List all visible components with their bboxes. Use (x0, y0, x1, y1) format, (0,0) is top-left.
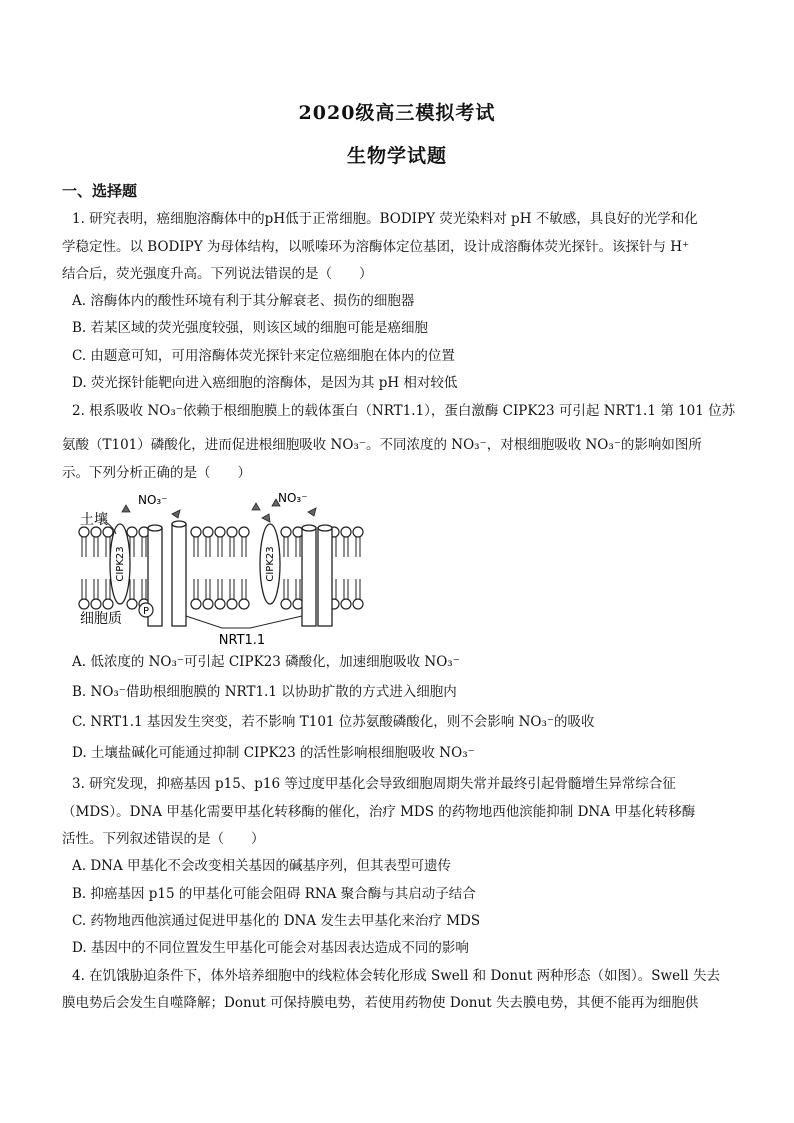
q1-stem-line: 学稳定性。以 BODIPY 为母体结构，以哌嗪环为溶酶体定位基团，设计成溶酶体荧光探针。该探针与 H⁺ (62, 239, 690, 255)
q3-option-c: C. 药物地西他滨通过促进甲基化的 DNA 发生去甲基化来治疗 MDS (72, 913, 481, 929)
q4-stem-line: 4. 在饥饿胁迫条件下，体外培养细胞中的线粒体会转化形成 Swell 和 Donut 两种形态（如图）。Swell 失去 (72, 968, 720, 984)
cipk23-right-label: CIPK23 (265, 546, 276, 582)
q1-option-c: C. 由题意可知，可用溶酶体荧光探针来定位癌细胞在体内的位置 (72, 348, 455, 364)
cipk23-left-label: CIPK23 (115, 546, 126, 582)
nitrate-label-left: NO₃⁻ (138, 493, 168, 507)
q3-option-a: A. DNA 甲基化不会改变相关基因的碱基序列，但其表型可遗传 (72, 858, 452, 874)
q2-stem-line: 氨酸（T101）磷酸化，进而促进根细胞吸收 NO₃⁻。不同浓度的 NO₃⁻，对根细胞吸收 NO₃⁻的影响如图所 (62, 437, 702, 453)
q1-option-a: A. 溶酶体内的酸性环境有利于其分解衰老、损伤的细胞器 (72, 293, 415, 309)
q3-stem-line: 3. 研究发现，抑癌基因 p15、p16 等过度甲基化会导致细胞周期失常并最终引起骨髓增生异常综合征 (72, 776, 676, 792)
q1-stem-line: 1. 研究表明，癌细胞溶酶体中的pH低于正常细胞。BODIPY 荧光染料对 pH 不敏感，具良好的光学和化 (72, 211, 698, 227)
exam-subtitle: 生物学试题 (346, 145, 447, 167)
q1-option-b: B. 若某区域的荧光强度较强，则该区域的细胞可能是癌细胞 (72, 320, 429, 336)
cytoplasm-label: 细胞质 (80, 611, 122, 627)
q2-option-c: C. NRT1.1 基因发生突变，若不影响 T101 位苏氨酸磷酸化，则不会影响 NO₃⁻的吸收 (72, 714, 595, 730)
carrier-label: NRT1.1 (218, 633, 266, 648)
q2-option-d: D. 土壤盐碱化可能通过抑制 CIPK23 的活性影响根细胞吸收 NO₃⁻ (72, 745, 475, 761)
q2-stem-line: 示。下列分析正确的是（ ） (62, 465, 251, 481)
q1-stem-line: 结合后，荧光强度升高。下列说法错误的是（ ） (62, 266, 373, 282)
q3-stem-line: 活性。下列叙述错误的是（ ） (62, 831, 265, 847)
phosphate-label: P (142, 606, 150, 617)
section-heading: 一、选择题 (62, 182, 138, 200)
q3-stem-line: （MDS）。DNA 甲基化需要甲基化转移酶的催化，治疗 MDS 的药物地西他滨能抑制 DNA 甲基化转移酶 (62, 804, 696, 820)
q4-stem-line: 膜电势后会发生自噬降解；Donut 可保持膜电势，若使用药物使 Donut 失去膜电势，其便不能再为细胞供 (62, 995, 699, 1011)
nrt1-1-carrier-left (148, 521, 186, 626)
q3-option-b: B. 抑癌基因 p15 的甲基化可能会阻碍 RNA 聚合酶与其启动子结合 (72, 886, 476, 902)
soil-label: 土壤 (80, 512, 108, 528)
q2-option-a: A. 低浓度的 NO₃⁻可引起 CIPK23 磷酸化，加速细胞吸收 NO₃⁻ (72, 654, 460, 670)
carrier-pointer-lines (186, 616, 302, 628)
membrane-transport-figure (72, 488, 372, 648)
q2-option-b: B. NO₃⁻借助根细胞膜的 NRT1.1 以协助扩散的方式进入细胞内 (72, 684, 457, 700)
q1-option-d: D. 荧光探针能靶向进入癌细胞的溶酶体，是因为其 pH 相对较低 (72, 375, 458, 391)
q2-stem-line: 2. 根系吸收 NO₃⁻依赖于根细胞膜上的载体蛋白（NRT1.1），蛋白激酶 CIPK23 可引起 NRT1.1 第 101 位苏 (72, 403, 736, 419)
exam-title: 2020级高三模拟考试 (298, 102, 496, 124)
q3-option-d: D. 基因中的不同位置发生甲基化可能会对基因表达造成不同的影响 (72, 940, 469, 956)
nitrate-label-right: NO₃⁻ (278, 491, 308, 505)
nrt1-1-carrier-right (302, 525, 332, 626)
